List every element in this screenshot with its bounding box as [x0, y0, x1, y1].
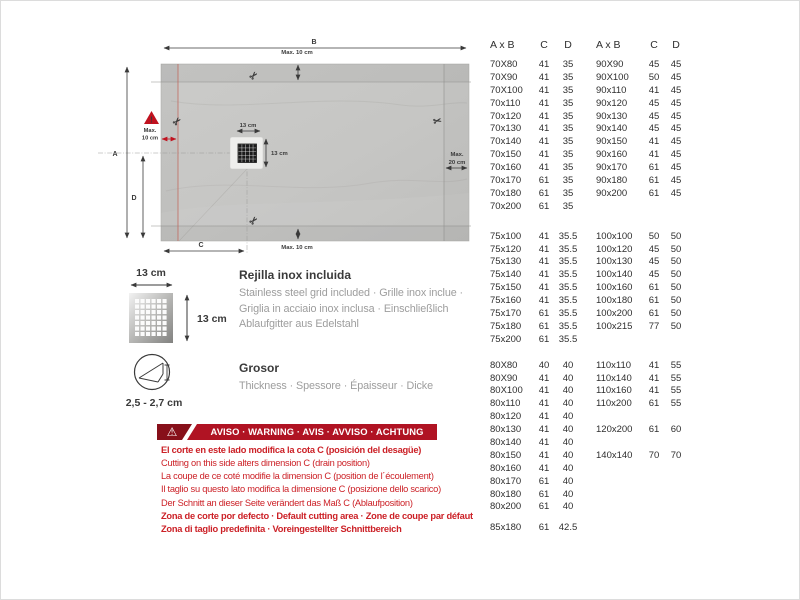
size-table-group — [490, 230, 688, 346]
value-cell: 45 — [670, 149, 682, 161]
value-cell: 41 — [538, 269, 550, 281]
value-cell: 50 — [670, 282, 682, 294]
value-cell: 41 — [538, 84, 550, 96]
value-cell: 41 — [538, 230, 550, 242]
value-cell: 40 — [562, 385, 574, 397]
size-cell: 80x200 — [490, 501, 522, 513]
size-cell: 90x110 — [596, 84, 627, 96]
value-cell: 35.5 — [558, 269, 578, 281]
value-cell: 55 — [670, 385, 682, 397]
size-cell: 90X100 — [596, 71, 629, 83]
value-cell: 61 — [648, 307, 660, 319]
grid-section-subtitle: Stainless steel grid included · Grille inox inclue · Griglia in acciaio inox inclusa · Einschließlich Ablaufgitter aus Edelstahl — [239, 287, 464, 330]
value-cell: 40 — [562, 372, 574, 384]
value-cell: 61 — [648, 282, 660, 294]
size-cell: 80X80 — [490, 359, 518, 371]
table-row — [490, 384, 688, 397]
thickness-range-label: 2,5 - 2,7 cm — [125, 397, 183, 409]
size-cell: 70x120 — [490, 110, 522, 122]
warning-banner-label: AVISO · WARNING · AVIS · AVVISO · ACHTUNG — [210, 426, 424, 437]
size-cell: 80x170 — [490, 475, 522, 487]
table-row — [490, 359, 688, 372]
value-cell: 41 — [538, 110, 550, 122]
size-cell: 70x140 — [490, 136, 522, 148]
value-cell: 45 — [648, 123, 660, 135]
size-cell: 80x150 — [490, 449, 522, 461]
value-cell: 61 — [648, 162, 660, 174]
size-cell: 100x120 — [596, 243, 633, 255]
value-cell: 45 — [648, 97, 660, 109]
value-cell: 61 — [538, 187, 550, 199]
value-cell: 45 — [670, 84, 682, 96]
value-cell: 35.5 — [558, 230, 578, 242]
size-cell: 75x120 — [490, 243, 522, 255]
value-cell: 50 — [648, 230, 660, 242]
max-left-label-1: Max. — [143, 128, 157, 134]
warning-line: Zona di taglio predefinita · Voreingestellter Schnittbereich — [161, 523, 402, 534]
size-cell: 75x140 — [490, 269, 522, 281]
size-cell: 75x200 — [490, 333, 522, 345]
table-row — [490, 423, 688, 436]
max-right-label-1: Max. — [450, 152, 464, 158]
warning-line: Der Schnitt an dieser Seite verändert das Maß C (Ablaufposition) — [161, 497, 413, 508]
size-cell: 75x150 — [490, 282, 522, 294]
size-cell: 90x160 — [596, 149, 628, 161]
size-cell: 90x170 — [596, 162, 628, 174]
value-cell: 50 — [670, 320, 682, 332]
warning-exclamation: ! — [150, 115, 153, 125]
value-cell: 41 — [538, 411, 550, 423]
value-cell: 41 — [538, 149, 550, 161]
size-cell: 120x200 — [596, 424, 633, 436]
value-cell: 45 — [670, 123, 682, 135]
size-table-group — [490, 521, 688, 534]
table-row — [490, 97, 688, 110]
value-cell: 41 — [648, 149, 660, 161]
value-cell: 45 — [648, 256, 660, 268]
value-cell: 61 — [538, 475, 550, 487]
size-cell: 90x140 — [596, 123, 628, 135]
value-cell: 41 — [538, 162, 550, 174]
table-row — [490, 84, 688, 97]
value-cell: 35 — [562, 58, 574, 70]
size-cell: 80x160 — [490, 462, 522, 474]
table-row — [490, 122, 688, 135]
value-cell: 41 — [648, 385, 660, 397]
value-cell: 41 — [538, 71, 550, 83]
table-row — [490, 281, 688, 294]
tray-body — [161, 64, 469, 241]
table-row — [490, 333, 688, 346]
max-right-label-2: 20 cm — [448, 160, 466, 166]
grid-section-title: Rejilla inox incluida — [239, 268, 352, 282]
value-cell: 41 — [538, 282, 550, 294]
value-cell: 35.5 — [558, 295, 578, 307]
value-cell: 50 — [670, 295, 682, 307]
table-row — [490, 187, 688, 200]
value-cell: 45 — [670, 162, 682, 174]
size-cell: 70x180 — [490, 187, 522, 199]
value-cell: 35 — [562, 123, 574, 135]
value-cell: 61 — [648, 398, 660, 410]
dim-label-a: A — [112, 151, 118, 158]
value-cell: 41 — [648, 359, 660, 371]
table-row — [490, 462, 688, 475]
value-cell: 61 — [648, 187, 660, 199]
value-cell: 40 — [562, 449, 574, 461]
size-cell: 100x215 — [596, 320, 633, 332]
size-table-group — [490, 359, 688, 514]
value-cell: 35 — [562, 110, 574, 122]
value-cell: 50 — [670, 307, 682, 319]
table-row — [490, 294, 688, 307]
size-table-group — [490, 58, 688, 213]
size-cell: 75x160 — [490, 295, 522, 307]
value-cell: 70 — [648, 449, 660, 461]
value-cell: 40 — [562, 436, 574, 448]
value-cell: 45 — [670, 58, 682, 70]
size-cell: 70x110 — [490, 97, 521, 109]
value-cell: 41 — [538, 424, 550, 436]
size-cell: 70x200 — [490, 200, 522, 212]
size-cell: 80x130 — [490, 424, 522, 436]
value-cell: 41 — [538, 97, 550, 109]
value-cell: 45 — [670, 97, 682, 109]
value-cell: 41 — [648, 136, 660, 148]
value-cell: 45 — [648, 58, 660, 70]
size-cell: 90x150 — [596, 136, 628, 148]
size-cell: 110x160 — [596, 385, 632, 397]
value-cell: 61 — [538, 501, 550, 513]
size-cell: 80X90 — [490, 372, 518, 384]
size-cell: 70x150 — [490, 149, 522, 161]
warning-banner — [157, 424, 437, 440]
value-cell: 35 — [562, 162, 574, 174]
table-row — [490, 135, 688, 148]
table-row — [490, 475, 688, 488]
warning-line: Il taglio su questo lato modifica la dimensione C (posizione dello scarico) — [161, 484, 441, 495]
value-cell: 42.5 — [558, 522, 578, 534]
size-cell: 75x130 — [490, 256, 522, 268]
value-cell: 40 — [562, 501, 574, 513]
size-cell: 90x180 — [596, 174, 628, 186]
value-cell: 45 — [670, 136, 682, 148]
value-cell: 45 — [670, 110, 682, 122]
value-cell: 41 — [538, 123, 550, 135]
value-cell: 40 — [538, 359, 550, 371]
drain-width-label: 13 cm — [239, 123, 257, 129]
table-row — [490, 243, 688, 256]
value-cell: 41 — [538, 295, 550, 307]
value-cell: 61 — [538, 320, 550, 332]
size-cell: 70X80 — [490, 58, 518, 70]
size-cell: 70x130 — [490, 123, 522, 135]
table-row — [490, 488, 688, 501]
table-row — [490, 161, 688, 174]
value-cell: 61 — [538, 522, 550, 534]
table-row — [490, 255, 688, 268]
table-row — [490, 200, 688, 213]
value-cell: 50 — [670, 256, 682, 268]
dim-label-b: B — [311, 39, 317, 46]
value-cell: 40 — [562, 462, 574, 474]
size-cell: 80x120 — [490, 411, 522, 423]
size-cell: 100x200 — [596, 307, 633, 319]
size-table-body — [490, 58, 688, 534]
size-cell: 110x200 — [596, 398, 632, 410]
warning-line: Zona de corte por defecto · Default cutting area · Zone de coupe par défaut — [161, 510, 473, 521]
value-cell: 41 — [538, 398, 550, 410]
value-cell: 35 — [562, 174, 574, 186]
value-cell: 35.5 — [558, 243, 578, 255]
value-cell: 41 — [538, 436, 550, 448]
value-cell: 35 — [562, 200, 574, 212]
value-cell: 41 — [538, 462, 550, 474]
warning-triangle-banner-icon: ⚠ — [166, 425, 178, 439]
header-axb-right: A x B — [596, 39, 621, 51]
value-cell: 35 — [562, 71, 574, 83]
value-cell: 35 — [562, 136, 574, 148]
thickness-icon — [135, 355, 170, 390]
grid-width-label: 13 cm — [136, 267, 166, 279]
size-cell: 80x180 — [490, 488, 522, 500]
dim-label-c: C — [198, 242, 204, 249]
scissors-icon-top: ✂ — [247, 69, 262, 84]
value-cell: 50 — [670, 243, 682, 255]
value-cell: 50 — [670, 269, 682, 281]
table-row — [490, 436, 688, 449]
table-row — [490, 268, 688, 281]
max-top-label: Max. 10 cm — [281, 50, 313, 56]
max-bottom-label: Max. 10 cm — [281, 245, 313, 251]
size-cell: 140x140 — [596, 449, 633, 461]
value-cell: 40 — [562, 424, 574, 436]
table-row — [490, 148, 688, 161]
warning-line: El corte en este lado modifica la cota C (posición del desagüe) — [161, 445, 422, 455]
value-cell: 45 — [670, 71, 682, 83]
value-cell: 40 — [562, 475, 574, 487]
size-table — [490, 37, 688, 534]
table-row — [490, 110, 688, 123]
value-cell: 41 — [538, 256, 550, 268]
header-d-left: D — [564, 39, 572, 51]
value-cell: 41 — [538, 449, 550, 461]
value-cell: 45 — [648, 243, 660, 255]
value-cell: 55 — [670, 372, 682, 384]
warning-text-block — [161, 444, 481, 536]
size-cell: 90x200 — [596, 187, 628, 199]
value-cell: 61 — [648, 424, 660, 436]
value-cell: 55 — [670, 398, 682, 410]
size-cell: 100x130 — [596, 256, 633, 268]
value-cell: 61 — [538, 174, 550, 186]
size-cell: 70x170 — [490, 174, 522, 186]
value-cell: 41 — [538, 243, 550, 255]
value-cell: 41 — [648, 372, 660, 384]
table-row — [490, 449, 688, 462]
value-cell: 45 — [670, 174, 682, 186]
table-row — [490, 410, 688, 423]
table-row — [490, 372, 688, 385]
value-cell: 61 — [538, 333, 550, 345]
dim-label-d: D — [131, 195, 137, 202]
steel-grid-icon — [129, 267, 227, 343]
warning-line: La coupe de ce coté modifie la dimension C (position de l´écoulement) — [161, 471, 434, 482]
size-cell: 80x140 — [490, 436, 522, 448]
value-cell: 35 — [562, 84, 574, 96]
value-cell: 61 — [648, 174, 660, 186]
table-row — [490, 521, 688, 534]
value-cell: 61 — [538, 200, 550, 212]
value-cell: 40 — [562, 488, 574, 500]
value-cell: 40 — [562, 411, 574, 423]
size-cell: 75x180 — [490, 320, 522, 332]
size-cell: 90x130 — [596, 110, 628, 122]
header-c-right: C — [650, 39, 658, 51]
value-cell: 55 — [670, 359, 682, 371]
size-table-header — [490, 37, 688, 53]
value-cell: 45 — [648, 269, 660, 281]
value-cell: 60 — [670, 424, 682, 436]
value-cell: 41 — [538, 58, 550, 70]
table-row — [490, 58, 688, 71]
table-row — [490, 397, 688, 410]
value-cell: 35.5 — [558, 307, 578, 319]
value-cell: 61 — [538, 488, 550, 500]
size-cell: 90x120 — [596, 97, 628, 109]
size-cell: 100x180 — [596, 295, 633, 307]
value-cell: 35.5 — [558, 282, 578, 294]
value-cell: 41 — [538, 385, 550, 397]
value-cell: 45 — [670, 187, 682, 199]
value-cell: 45 — [648, 110, 660, 122]
value-cell: 41 — [648, 84, 660, 96]
value-cell: 50 — [648, 71, 660, 83]
value-cell: 61 — [538, 307, 550, 319]
header-axb-left: A x B — [490, 39, 515, 51]
scissors-icon-right: ✂ — [432, 115, 443, 129]
size-cell: 85x180 — [490, 522, 522, 534]
value-cell: 40 — [562, 398, 574, 410]
size-cell: 100x100 — [596, 230, 633, 242]
size-cell: 75x100 — [490, 230, 522, 242]
value-cell: 40 — [562, 359, 574, 371]
header-d-right: D — [672, 39, 680, 51]
table-row — [490, 71, 688, 84]
size-cell: 100x140 — [596, 269, 633, 281]
header-c-left: C — [540, 39, 548, 51]
size-cell: 70X90 — [490, 71, 518, 83]
size-cell: 110x110 — [596, 359, 632, 371]
value-cell: 61 — [648, 295, 660, 307]
warning-line: Cutting on this side alters dimension C (drain position) — [161, 458, 370, 469]
drain-height-label: 13 cm — [271, 151, 288, 157]
table-row — [490, 307, 688, 320]
value-cell: 35 — [562, 187, 574, 199]
thickness-section-subtitle: Thickness · Spessore · Épaisseur · Dicke — [239, 380, 434, 392]
size-cell: 110x140 — [596, 372, 632, 384]
value-cell: 35 — [562, 97, 574, 109]
table-row — [490, 174, 688, 187]
value-cell: 41 — [538, 136, 550, 148]
value-cell: 77 — [648, 320, 660, 332]
scissors-icon-bottom: ✂ — [247, 214, 262, 229]
value-cell: 35.5 — [558, 256, 578, 268]
size-cell: 90X90 — [596, 58, 624, 70]
value-cell: 35.5 — [558, 320, 578, 332]
scissors-icon-red: ✂ — [170, 115, 185, 129]
drain-grid-icon — [230, 137, 263, 169]
grid-height-label: 13 cm — [197, 313, 227, 325]
size-cell: 80x110 — [490, 398, 521, 410]
max-left-label-2: 10 cm — [141, 135, 159, 142]
thickness-section-title: Grosor — [239, 361, 280, 375]
size-cell: 80X100 — [490, 385, 523, 397]
size-cell: 70x160 — [490, 162, 522, 174]
value-cell: 35.5 — [558, 333, 578, 345]
table-row — [490, 501, 688, 514]
value-cell: 50 — [670, 230, 682, 242]
size-cell: 100x160 — [596, 282, 633, 294]
value-cell: 41 — [538, 372, 550, 384]
table-row — [490, 230, 688, 243]
table-row — [490, 320, 688, 333]
value-cell: 70 — [670, 449, 682, 461]
size-cell: 75x170 — [490, 307, 522, 319]
value-cell: 35 — [562, 149, 574, 161]
size-cell: 70X100 — [490, 84, 523, 96]
